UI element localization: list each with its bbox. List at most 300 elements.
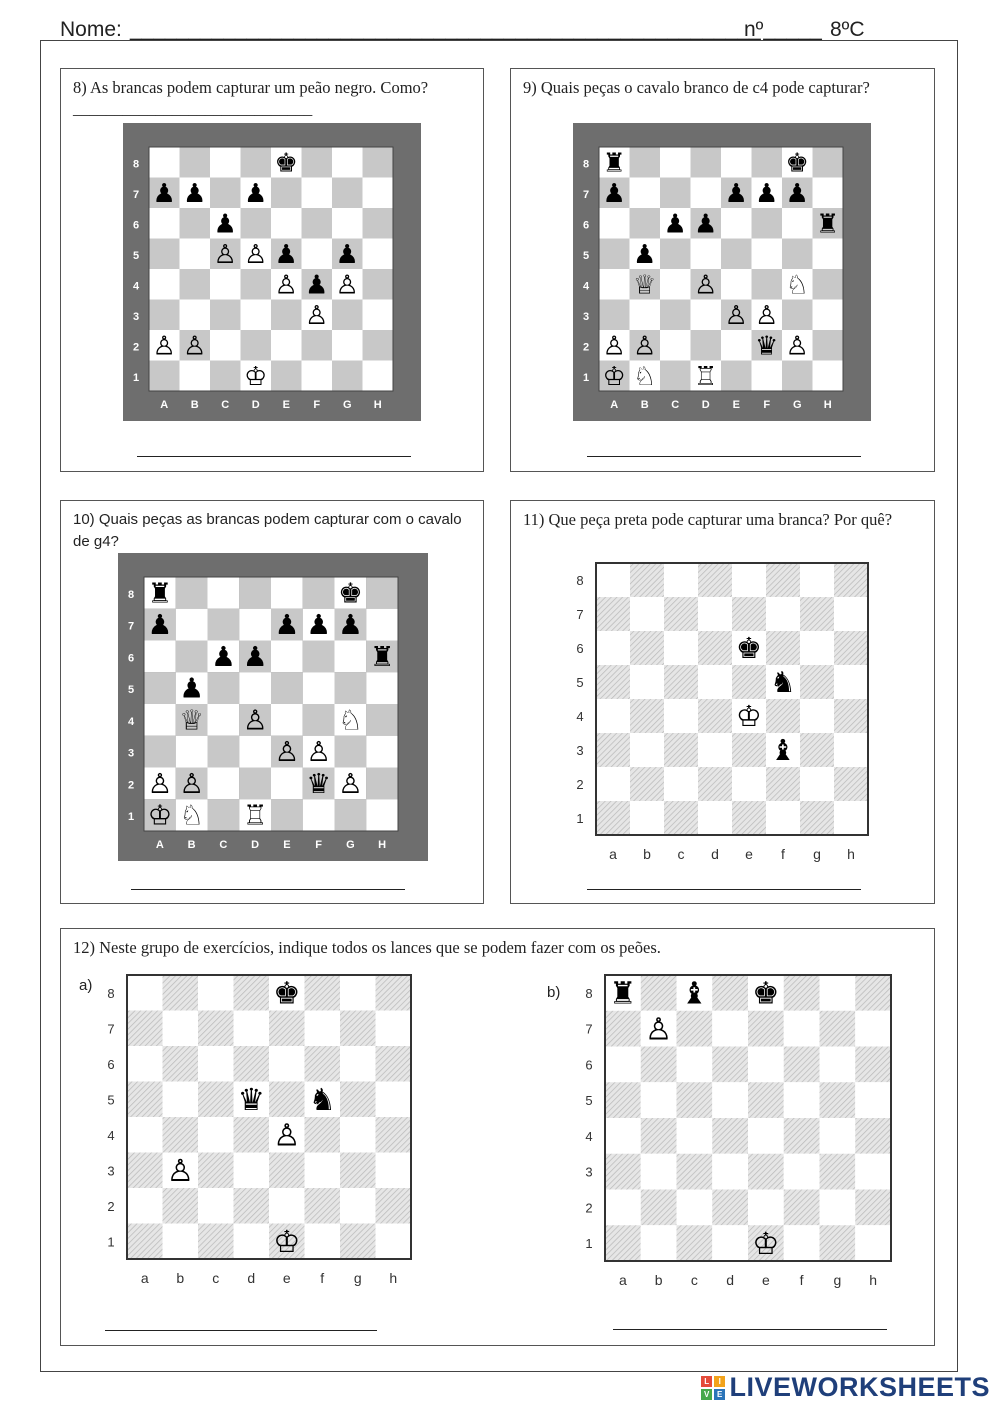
board-square [271, 178, 302, 209]
board-square [784, 1154, 820, 1190]
board-square [208, 609, 240, 641]
board-square [630, 733, 664, 767]
board-square [748, 1011, 784, 1047]
board-10 [118, 553, 428, 861]
board-square [303, 577, 335, 609]
board-square [732, 767, 766, 801]
board-square [630, 300, 661, 331]
rank-label: 3 [582, 310, 590, 323]
board-square [605, 1047, 641, 1083]
file-label: F [313, 399, 321, 411]
board-square [271, 704, 303, 736]
board-square [198, 1117, 234, 1153]
board-square [163, 1188, 199, 1224]
board-square [855, 975, 891, 1011]
board-square [813, 239, 844, 270]
board-square [271, 361, 302, 392]
answer-line-10[interactable] [131, 889, 405, 890]
board-square [340, 1082, 376, 1118]
board-square [855, 1047, 891, 1083]
rank-label: 3 [127, 747, 135, 760]
chess-piece-c6: ♟ [213, 208, 238, 239]
board-square [664, 767, 698, 801]
chess-piece-d6: ♟ [693, 208, 718, 239]
file-label: C [671, 399, 680, 411]
board-square [208, 672, 240, 704]
board-square [596, 665, 630, 699]
chess-piece-f5: ♞ [769, 667, 797, 700]
board-square [813, 300, 844, 331]
board-square [376, 1153, 412, 1189]
board-square [784, 1225, 820, 1261]
board-square [366, 768, 398, 800]
chess-piece-a1: ♔ [147, 799, 173, 831]
rank-label: 4 [107, 1127, 115, 1143]
board-square [630, 597, 664, 631]
file-label: h [847, 846, 855, 862]
board-square [677, 1047, 713, 1083]
board-square [664, 699, 698, 733]
rank-label: 2 [576, 777, 584, 792]
liveworksheets-logo [701, 1372, 990, 1403]
board-square [210, 361, 241, 392]
board-square [834, 733, 868, 767]
board-square [239, 736, 271, 768]
board-square [664, 631, 698, 665]
board-square [813, 178, 844, 209]
board-square [766, 699, 800, 733]
question-8-box [60, 68, 484, 472]
file-label: C [219, 839, 228, 851]
board-square [834, 597, 868, 631]
board-square [782, 208, 813, 239]
chess-piece-g2: ♙ [785, 330, 810, 361]
logo-letter-e: E [714, 1389, 725, 1400]
board-square [596, 631, 630, 665]
board-square [732, 665, 766, 699]
board-square [820, 1047, 856, 1083]
board-square [630, 631, 664, 665]
board-square [180, 208, 211, 239]
board-square [241, 300, 272, 331]
board-square [271, 577, 303, 609]
board-square [198, 1188, 234, 1224]
file-label: B [187, 839, 196, 851]
chess-piece-g5: ♟ [335, 238, 360, 269]
board-square [376, 1224, 412, 1260]
rank-label: 5 [576, 675, 584, 690]
board-square [748, 1118, 784, 1154]
board-square [605, 1225, 641, 1261]
board-square [855, 1011, 891, 1047]
board-square [732, 801, 766, 835]
board-square [605, 1118, 641, 1154]
rank-label: 1 [585, 1236, 593, 1252]
board-square [305, 1011, 341, 1047]
board-square [180, 361, 211, 392]
board-square [599, 300, 630, 331]
board-square [376, 1082, 412, 1118]
logo-letter-i: I [714, 1376, 725, 1387]
brand-text: LIVEWORKSHEETS [729, 1372, 990, 1402]
board-square [208, 736, 240, 768]
board-square [210, 147, 241, 178]
board-square [712, 1190, 748, 1226]
file-label: e [745, 846, 753, 862]
file-label: C [221, 399, 230, 411]
board-square [163, 1117, 199, 1153]
board-square [712, 1011, 748, 1047]
file-label: h [869, 1272, 878, 1288]
board-square [241, 147, 272, 178]
rank-label: 3 [107, 1163, 115, 1179]
board-square [677, 1011, 713, 1047]
file-label: A [610, 399, 619, 411]
name-blank[interactable]: ______________________________________________________ [130, 18, 761, 41]
board-square [664, 665, 698, 699]
rank-label: 2 [132, 341, 140, 354]
board-square [784, 975, 820, 1011]
board-square [599, 269, 630, 300]
board-square [855, 1118, 891, 1154]
board-square [302, 147, 333, 178]
chess-piece-a8: ♜ [602, 147, 627, 178]
board-square [820, 1225, 856, 1261]
board-square [127, 1011, 163, 1047]
board-square [305, 1153, 341, 1189]
board-square [820, 1011, 856, 1047]
board-square [596, 733, 630, 767]
board-square [149, 208, 180, 239]
board-square [766, 597, 800, 631]
board-square [630, 208, 661, 239]
board-square [332, 147, 363, 178]
rank-label: 8 [107, 985, 115, 1001]
board-square [660, 239, 691, 270]
rank-label: 3 [132, 310, 140, 323]
file-label: g [353, 1270, 362, 1286]
chess-piece-e1: ♔ [273, 1224, 301, 1259]
board-square [198, 975, 234, 1011]
board-square [208, 768, 240, 800]
file-label: D [251, 399, 260, 411]
question-11-text: 11) Que peça preta pode capturar uma branca? Por quê? [523, 510, 893, 529]
file-label: e [282, 1270, 291, 1286]
chess-piece-f2: ♛ [754, 330, 779, 361]
board-square [363, 239, 394, 270]
board-square [340, 1153, 376, 1189]
chess-piece-f3: ♙ [306, 736, 331, 768]
board-square [834, 767, 868, 801]
chess-piece-d1: ♔ [243, 360, 268, 391]
board-square [180, 269, 211, 300]
board-square [712, 975, 748, 1011]
board-square [677, 1190, 713, 1226]
rank-label: 5 [127, 684, 135, 697]
board-square [660, 300, 691, 331]
board-square [376, 1188, 412, 1224]
board-square [752, 208, 783, 239]
board-square [605, 1190, 641, 1226]
board-square [208, 577, 240, 609]
number-label[interactable]: nº_____ [744, 18, 822, 41]
board-square [127, 1188, 163, 1224]
rank-label: 5 [132, 249, 140, 262]
board-square [813, 361, 844, 392]
board-square [149, 300, 180, 331]
chess-piece-a7: ♟ [147, 609, 173, 641]
board-square [820, 1154, 856, 1190]
board-square [180, 300, 211, 331]
board-square [144, 672, 176, 704]
rank-label: 8 [585, 985, 593, 1001]
chess-piece-f3: ♝ [769, 735, 797, 768]
board-square [782, 239, 813, 270]
answer-line-9[interactable] [587, 456, 861, 457]
board-square [269, 1011, 305, 1047]
chess-piece-c8: ♝ [680, 975, 709, 1011]
board-square [721, 147, 752, 178]
chess-piece-f3: ♙ [754, 299, 779, 330]
rank-label: 3 [585, 1164, 593, 1180]
chess-piece-f7: ♟ [754, 177, 779, 208]
board-square [271, 330, 302, 361]
board-square [144, 704, 176, 736]
chess-piece-b5: ♟ [632, 238, 657, 269]
file-label: d [247, 1270, 256, 1286]
answer-line-12a[interactable] [105, 1330, 377, 1331]
chess-piece-f3: ♙ [304, 299, 329, 330]
chess-piece-e4: ♔ [735, 701, 763, 734]
board-square [376, 1011, 412, 1047]
chess-piece-e5: ♟ [274, 238, 299, 269]
rank-label: 5 [107, 1092, 115, 1108]
board-square [784, 1047, 820, 1083]
rank-label: 4 [585, 1128, 593, 1144]
board-square [335, 641, 367, 673]
board-square [748, 1047, 784, 1083]
board-square [163, 1046, 199, 1082]
file-label: H [373, 399, 382, 411]
board-square [305, 1117, 341, 1153]
chess-piece-h6: ♜ [369, 640, 395, 672]
board-11 [566, 557, 876, 867]
board-square [303, 704, 335, 736]
rank-label: 8 [582, 158, 590, 171]
board-square [302, 208, 333, 239]
board-square [376, 1046, 412, 1082]
rank-label: 6 [585, 1057, 593, 1073]
board-square [127, 1046, 163, 1082]
file-label: D [251, 839, 260, 851]
rank-label: 2 [585, 1200, 593, 1216]
board-square [163, 1011, 199, 1047]
file-label: B [640, 399, 649, 411]
board-square [198, 1224, 234, 1260]
rank-label: 8 [132, 158, 140, 171]
board-square [271, 300, 302, 331]
rank-label: 4 [576, 709, 584, 724]
class-label: 8ºC [830, 18, 865, 41]
board-square [698, 767, 732, 801]
name-label: Nome: [60, 18, 122, 41]
board-square [641, 1190, 677, 1226]
chess-piece-c5: ♙ [213, 238, 238, 269]
board-square [127, 1117, 163, 1153]
board-square [677, 1225, 713, 1261]
board-square [712, 1225, 748, 1261]
chess-piece-d1: ♖ [693, 360, 718, 391]
board-square [630, 563, 664, 597]
board-square [210, 330, 241, 361]
question-11-box [510, 500, 935, 904]
board-square [691, 239, 722, 270]
file-label: a [140, 1270, 149, 1286]
board-square [641, 1118, 677, 1154]
board-square [698, 665, 732, 699]
chess-piece-b2: ♙ [179, 767, 204, 799]
board-square [363, 147, 394, 178]
board-square [241, 208, 272, 239]
board-9 [573, 123, 871, 421]
question-10-box [60, 500, 484, 904]
board-square [149, 269, 180, 300]
board-square [366, 577, 398, 609]
board-square [691, 147, 722, 178]
board-square [269, 1082, 305, 1118]
board-square [176, 736, 208, 768]
board-square [691, 178, 722, 209]
file-label: g [813, 846, 821, 862]
board-square [820, 1118, 856, 1154]
board-square [834, 665, 868, 699]
board-square [335, 799, 367, 831]
rank-label: 6 [107, 1056, 115, 1072]
board-square [340, 975, 376, 1011]
board-square [605, 1011, 641, 1047]
board-square [127, 1153, 163, 1189]
board-square [834, 699, 868, 733]
board-square [766, 631, 800, 665]
board-square [641, 1047, 677, 1083]
board-square [732, 563, 766, 597]
board-square [198, 1153, 234, 1189]
board-square [641, 1082, 677, 1118]
chess-piece-b1: ♘ [179, 799, 204, 831]
board-square [234, 1224, 270, 1260]
chess-piece-e8: ♚ [273, 976, 301, 1011]
board-square [721, 269, 752, 300]
chess-piece-d4: ♙ [693, 269, 718, 300]
board-square [698, 597, 732, 631]
chess-piece-d4: ♙ [242, 704, 268, 736]
board-8 [123, 123, 421, 421]
rank-label: 1 [576, 811, 584, 826]
board-12b [575, 969, 905, 1293]
board-square [855, 1225, 891, 1261]
board-square [269, 1046, 305, 1082]
board-square [269, 1188, 305, 1224]
board-square [305, 1188, 341, 1224]
board-square [748, 1154, 784, 1190]
chess-piece-g7: ♟ [785, 177, 810, 208]
logo-letter-v: V [701, 1389, 712, 1400]
board-square [127, 1082, 163, 1118]
board-square [303, 799, 335, 831]
rank-label: 6 [582, 219, 590, 232]
board-square [596, 597, 630, 631]
board-square [332, 330, 363, 361]
board-square [366, 736, 398, 768]
board-square [766, 767, 800, 801]
board-square [630, 801, 664, 835]
chess-piece-b2: ♙ [182, 330, 207, 361]
chess-piece-f5: ♞ [308, 1082, 336, 1117]
board-square [712, 1047, 748, 1083]
board-square [820, 1082, 856, 1118]
board-square [748, 1082, 784, 1118]
board-square [855, 1190, 891, 1226]
board-square [302, 330, 333, 361]
board-square [596, 767, 630, 801]
board-square [305, 1224, 341, 1260]
rank-label: 2 [582, 341, 590, 354]
board-square [305, 975, 341, 1011]
board-square [198, 1011, 234, 1047]
board-square [721, 208, 752, 239]
board-square [376, 975, 412, 1011]
board-square [363, 361, 394, 392]
board-square [800, 801, 834, 835]
board-square [340, 1011, 376, 1047]
answer-line-11[interactable] [587, 889, 861, 890]
rank-label: 6 [127, 652, 135, 665]
rank-label: 7 [132, 188, 140, 201]
rank-label: 7 [107, 1021, 115, 1037]
board-square [149, 239, 180, 270]
board-square [698, 801, 732, 835]
board-square [641, 1154, 677, 1190]
file-label: E [282, 399, 290, 411]
file-label: a [609, 846, 617, 862]
rank-label: 8 [127, 588, 135, 601]
chess-piece-d5: ♙ [243, 238, 268, 269]
answer-line-12b[interactable] [613, 1329, 887, 1330]
chess-piece-e6: ♚ [735, 633, 763, 666]
board-square [271, 641, 303, 673]
board-square [732, 733, 766, 767]
board-square [800, 665, 834, 699]
chess-piece-f2: ♛ [306, 767, 331, 799]
brand-logo-icon [701, 1376, 725, 1400]
file-label: G [792, 399, 802, 411]
rank-label: 8 [576, 573, 584, 588]
board-square [660, 361, 691, 392]
board-square [239, 672, 271, 704]
file-label: G [342, 399, 352, 411]
board-square [813, 147, 844, 178]
board-square [176, 641, 208, 673]
chess-piece-b2: ♙ [632, 330, 657, 361]
board-square [677, 1118, 713, 1154]
board-square [163, 1082, 199, 1118]
board-square [721, 239, 752, 270]
board-square [335, 736, 367, 768]
answer-line-8[interactable] [137, 456, 411, 457]
board-square [855, 1082, 891, 1118]
board-square [340, 1117, 376, 1153]
file-label: A [160, 399, 169, 411]
